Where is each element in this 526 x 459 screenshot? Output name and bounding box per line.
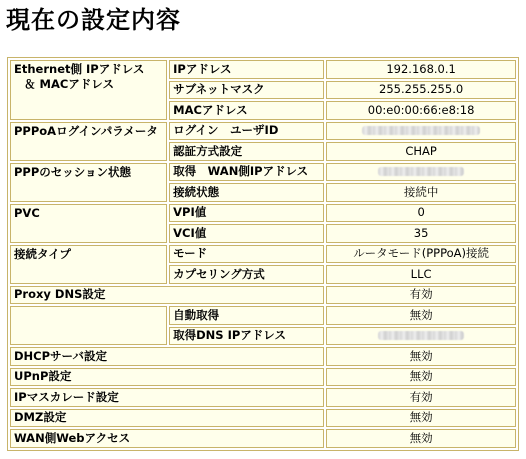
ip-address-label: IPアドレス (169, 60, 324, 79)
table-row (10, 306, 516, 325)
table-row (10, 245, 516, 264)
upnp-value: 無効 (326, 368, 516, 387)
vci-label: VCI値 (169, 224, 324, 243)
dhcp-server-label: DHCPサーバ設定 (10, 347, 324, 366)
mode-value: ルータモード(PPPoA)接続 (326, 245, 516, 264)
mac-address-value: 00:e0:00:66:e8:18 (326, 101, 516, 120)
table-row (10, 122, 516, 141)
ip-masquerade-value: 有効 (326, 388, 516, 407)
table-row (10, 286, 516, 305)
dmz-value: 無効 (326, 409, 516, 428)
login-user-id-value (326, 122, 516, 141)
vpi-label: VPI値 (169, 204, 324, 223)
wan-ip-value (326, 163, 516, 182)
connection-type-group-label: 接続タイプ (10, 245, 167, 284)
ip-masquerade-label: IPマスカレード設定 (10, 388, 324, 407)
auth-method-label: 認証方式設定 (169, 142, 324, 161)
settings-table (7, 57, 519, 451)
ppp-session-group-label: PPPのセッション状態 (10, 163, 167, 202)
ethernet-group-label-line2: ＆ MACアドレス (24, 77, 114, 91)
redacted-wan-ip (378, 167, 464, 176)
table-row (10, 347, 516, 366)
subnet-mask-label: サブネットマスク (169, 81, 324, 100)
redacted-user-id (362, 126, 480, 135)
table-row (10, 204, 516, 223)
encapsulation-value: LLC (326, 265, 516, 284)
subnet-mask-value: 255.255.255.0 (326, 81, 516, 100)
upnp-label: UPnP設定 (10, 368, 324, 387)
ip-address-value: 192.168.0.1 (326, 60, 516, 79)
table-row (10, 60, 516, 79)
auto-acquire-value: 無効 (326, 306, 516, 325)
connection-status-label: 接続状態 (169, 183, 324, 202)
table-row (10, 409, 516, 428)
ethernet-group-cell (10, 60, 167, 120)
redacted-dns-ip (378, 331, 464, 340)
table-row (10, 429, 516, 448)
pvc-group-label: PVC (10, 204, 167, 243)
auto-acquire-label: 自動取得 (169, 306, 324, 325)
table-row (10, 163, 516, 182)
ethernet-group-label: Ethernet側 IPアドレス (14, 62, 145, 76)
table-row (10, 388, 516, 407)
dhcp-server-value: 無効 (326, 347, 516, 366)
mac-address-label: MACアドレス (169, 101, 324, 120)
proxy-dns-label: Proxy DNS設定 (10, 286, 324, 305)
encapsulation-label: カプセリング方式 (169, 265, 324, 284)
proxy-dns-value: 有効 (326, 286, 516, 305)
wan-web-access-label: WAN側Webアクセス (10, 429, 324, 448)
vpi-value: 0 (326, 204, 516, 223)
vci-value: 35 (326, 224, 516, 243)
wan-web-access-value: 無効 (326, 429, 516, 448)
table-row (10, 368, 516, 387)
page-title: 現在の設定内容 (6, 6, 181, 34)
pppoa-group-label: PPPoAログインパラメータ (10, 122, 167, 161)
login-user-id-label: ログイン ユーザID (169, 122, 324, 141)
auth-method-value: CHAP (326, 142, 516, 161)
connection-status-value: 接続中 (326, 183, 516, 202)
mode-label: モード (169, 245, 324, 264)
wan-ip-label: 取得 WAN側IPアドレス (169, 163, 324, 182)
dns-ip-value (326, 327, 516, 346)
proxy-dns-blank-cell (10, 306, 167, 345)
dmz-label: DMZ設定 (10, 409, 324, 428)
dns-ip-label: 取得DNS IPアドレス (169, 327, 324, 346)
